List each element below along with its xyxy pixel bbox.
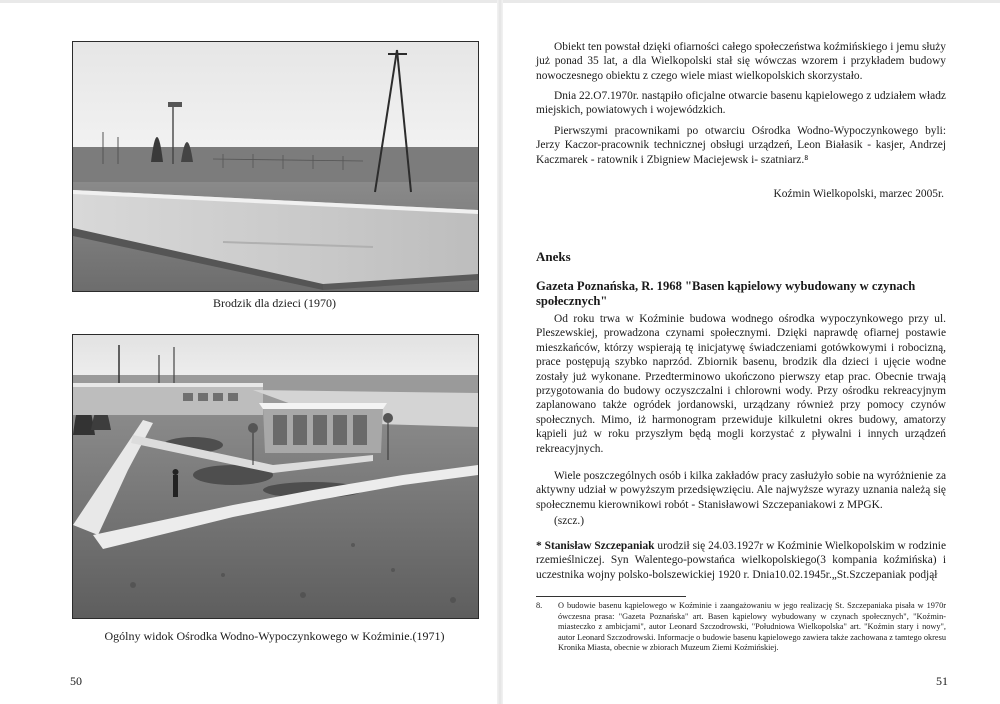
book-gutter [497, 0, 503, 704]
annex-heading: Aneks [536, 249, 571, 264]
photo-caption: Ogólny widok Ośrodka Wodno-Wypoczynkowego w Koźminie.(1971) [104, 629, 445, 643]
article-paragraph: Od roku trwa w Koźminie budowa wodnego ośrodka wypoczynkowego przy ul. Pleszewskiej, prowadzona czynami społecznymi. Dzięki naprawdę ofiarnej postawie mieszkańców, którzy wspierają tę inicjatywę świadczeniami gotówkowymi i robocizną, prace postępują szybko naprzód. Zbiornik basenu, brodzik dla dzieci i ujęcie wodne zostały już wykonane. Przedterminowo ukończono pierwszy etap prac. Obecnie trwają przygotowania do budowy oczyszczalni i chlorowni wody. Przy ośrodku rekreacyjnym zaplanowano także ogródek jordanowski, urządzany również przy pomocy czynów społecznych. Mimo, iż harmonogram przewiduje kilkuletni okres budowy, amatorzy kąpieli już w roku przyszłym będą mogli korzystać z pływalni i innych urządzeń rekreacyjnych. [536, 313, 946, 455]
footnote [536, 601, 946, 654]
article-paragraph: Wiele poszczególnych osób i kilka zakładów pracy zasłużyło sobie na wyróżnienie za aktywny udział w powyższym przedsięwzięciu. Ale najwyższe wyrazy uznania należą się społecznemu kierownikowi robót - Stanisławowi Szczepaniakowi z MPGK. [536, 470, 946, 511]
page-number-left: 50 [70, 674, 82, 688]
paragraph: Dnia 22.O7.1970r. nastąpiło oficjalne otwarcie basenu kąpielowego z udziałem władz miejskich, powiatowych i wojewódzkich. [536, 90, 946, 117]
article-title: Gazeta Poznańska, R. 1968 "Basen kąpielowy wybudowany w czynach społecznych" [536, 279, 916, 308]
photo-caption: Brodzik dla dzieci (1970) [213, 296, 336, 310]
footnote-number: 8. [536, 601, 543, 610]
article-author-sign: (szcz.) [554, 515, 585, 527]
photo-resort-overview [72, 334, 479, 619]
biography-text: urodził się 24.03.1927r w Koźminie Wielkopolskim w rodzinie rzemieślniczej. Syn Walentego-powstańca wielkopolskiego(3 kompania koźmińska) i uczestnika wojny polsko-bolszewickiej 1920 r. Dnia10.02.1945r.„St.Szczepaniak podjął [536, 540, 946, 581]
photo-kids-pool [72, 41, 479, 292]
place-date-signature: Koźmin Wielkopolski, marzec 2005r. [773, 188, 944, 200]
footnote-text: O budowie basenu kąpielowego w Koźminie i zaangażowaniu w jego realizację St. Szczepaniaka pisała w 1970r ówczesna prasa: "Gazeta Poznańska" art. Basen kąpielowy wybudowany w czynach społecznych", "Koźmin-miasteczko z ambicjami", autor Leonard Szczodrowski, "Południowa Wielkopolska" art. "Koźmin stary i nowy", autor Leonard Szczodrowski. Informacje o budowie basenu kąpielowego zawiera także zachowana z tamtego okresu Kronika Miasta, obecnie w zbiorach Muzeum Ziemi Koźmińskiej. [558, 601, 946, 653]
page-number-right: 51 [936, 674, 948, 688]
biography-name: * Stanisław Szczepaniak [536, 540, 655, 552]
biography-paragraph [536, 539, 946, 582]
footnote-divider [536, 596, 686, 597]
paragraph: Obiekt ten powstał dzięki ofiarności całego społeczeństwa koźmińskiego i jemu służy już ponad 35 lat, a dla Wielkopolski stał się wówczas wzorem i przykładem budowy nowoczesnego obiektu z czego wiele miast wielkopolskich skorzystało. [536, 41, 946, 82]
paragraph: Pierwszymi pracownikami po otwarciu Ośrodka Wodno-Wypoczynkowego byli: Jerzy Kaczor-pracownik technicznej obsługi urządzeń, Leon Białasik - kasjer, Andrzej Kaczmarek - ratownik i Zbigniew Maciejewsk i- szatniarz.⁸ [536, 125, 946, 166]
